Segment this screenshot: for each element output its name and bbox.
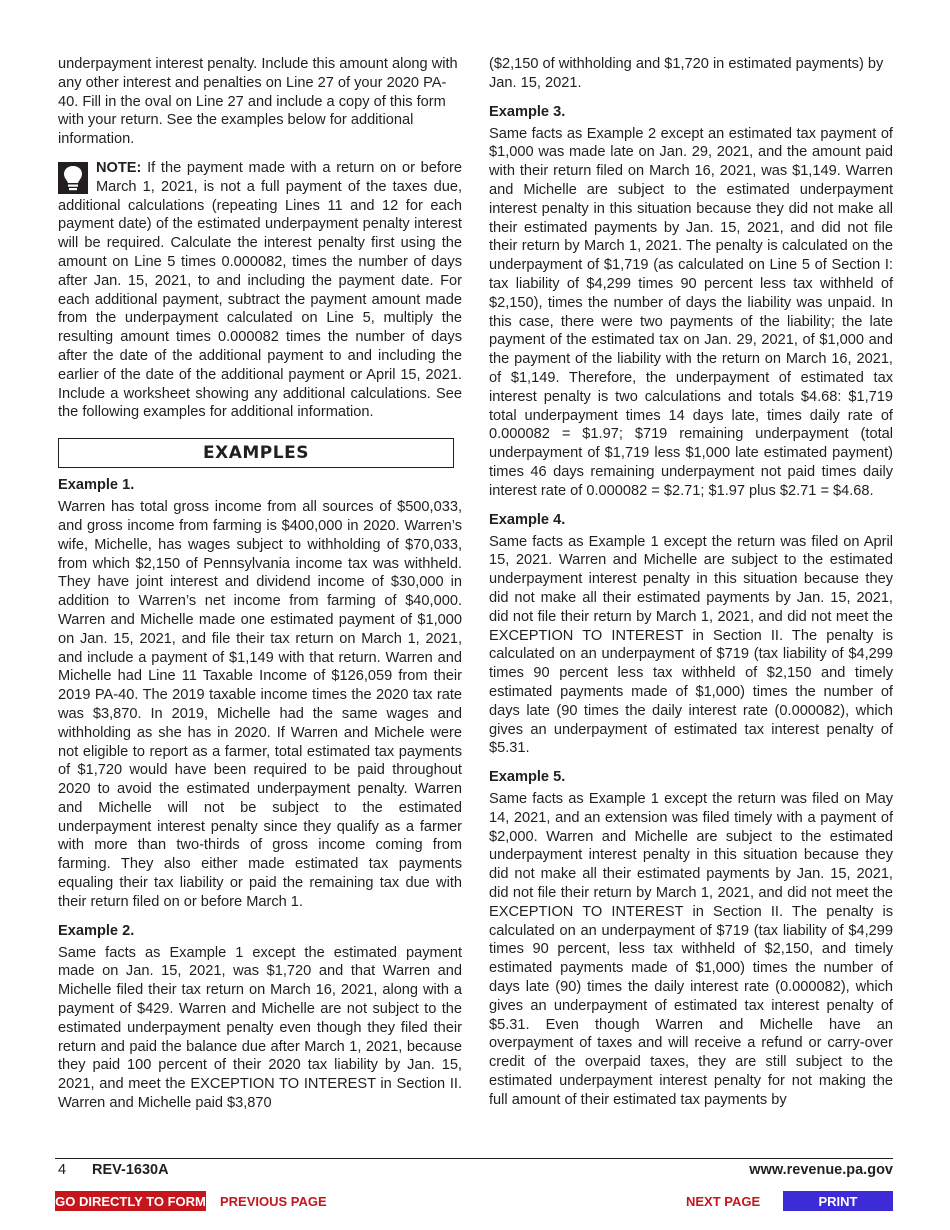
example-3-title: Example 3. xyxy=(489,103,566,120)
page-number: 4 xyxy=(58,1162,67,1178)
examples-heading-box xyxy=(58,438,454,468)
example-5-text: Same facts as Example 1 except the return was filed on May 14, 2021, and an extension was filed timely with a payment of $2,000. Warren and Michelle are subject to the estimated underpayment interest penalty in this situation because they did not make all their estimated payments by Jan. 15, 2021, did not file their return by March 1, 2021, and did not meet the EXCEPTION TO INTEREST in Section II. The penalty is calculated on an underpayment of $719 (tax liability of $4,299 times 90 percent, less tax withheld of $2,150, and timely estimated payments made of $1,000) times the number of days late (90) times the daily interest rate (0.000082), which gives an underpayment of estimated tax interest penalty of $5.31. Even though Warren and Michelle have an overpayment of taxes and will receive a refund or carry-over credit of the overpaid taxes, they are still subject to the estimated underpayment interest penalty for not making the full amount of their estimated tax payments by xyxy=(489,791,893,1108)
note-block xyxy=(58,159,462,422)
lightbulb-icon xyxy=(58,162,88,194)
footer-divider xyxy=(55,1158,893,1159)
previous-page-link[interactable]: PREVIOUS PAGE xyxy=(220,1193,327,1209)
right-column xyxy=(489,55,893,1110)
examples-heading: EXAMPLES xyxy=(203,443,309,464)
example-1-text: Warren has total gross income from all sources of $500,033, and gross income from farming is $400,000 in 2020. Warren’s wife, Michelle, has wages subject to withholding of $70,033, from which $2,150 of Pennsylvania income tax was withheld. They have joint interest and dividend income of $30,000 in addition to Warren’s net income from farming of $40,000. Warren and Michelle made one estimated payment of $1,000 on Jan. 15, 2021, and file their tax return on March 1, 2021, and include a payment of $1,149 with that return. Warren and Michelle had Line 11 Taxable Income of $126,059 from their 2019 PA-40. The 2019 taxable income times the 2020 tax rate was $3,870. In 2019, Michelle had the same wages and withholding as she has in 2020. If Warren and Michele were not eligible to report as a farmer, total estimated tax payments of $1,720 would have been required to be paid throughout 2020 to avoid the estimated underpayment penalty. Warren and Michelle will not be subject to the estimated underpayment interest penalty since they qualify as a farmer with more than two-thirds of gross income coming from farming. They also either made estimated tax payments equaling their tax liability or paid the remaining tax due with their return filed on or before March 1. xyxy=(58,499,462,910)
go-to-form-button[interactable]: GO DIRECTLY TO FORM xyxy=(55,1191,206,1211)
website-link[interactable]: www.revenue.pa.gov xyxy=(749,1162,893,1178)
example-1-title: Example 1. xyxy=(58,477,135,494)
form-id: REV-1630A xyxy=(92,1162,169,1178)
page-footer xyxy=(58,1162,893,1182)
example-5-title: Example 5. xyxy=(489,769,566,786)
note-label: NOTE: xyxy=(96,159,142,176)
example-2-title: Example 2. xyxy=(58,922,135,939)
next-page-link[interactable]: NEXT PAGE xyxy=(686,1193,761,1209)
example-3-text: Same facts as Example 2 except an estimated tax payment of $1,000 was made late on Jan. 29, 2021, and the amount paid with their return filed on March 16, 2021, was $1,149. Warren and Michelle are subject to the estimated underpayment interest penalty in this situation because they did not make all their estimated payments by Jan. 15, 2021, and did not file their return by March 1, 2021. The penalty is calculated on the underpayment of $1,719 (as calculated on Line 5 of Section I: tax liability of $4,299 times 90 percent less tax withheld of $2,150), times the number of days the liability was unpaid. In this case, there were two payments of the liability; the late payment of the estimated tax on Jan. 29, 2021, of $1,000 and the payment of the liability with the return on March 16, 2021, of $1,149. Therefore, the underpayment of estimated tax interest penalty is two calculations and totals $4.68: $1,719 total underpayment times 14 days late, times daily rate of 0.000082 = $1.97; $719 remaining underpayment (total underpayment of $1,719 less $1,000 late estimated payment) times 46 days remaining underpayment not paid times daily interest rate of 0.000082 = $2.71; $1.97 plus $2.71 = $4.68. xyxy=(489,125,893,499)
example-2-text: Same facts as Example 1 except the estimated payment made on Jan. 15, 2021, was $1,720 and that Warren and Michelle filed their tax return on March 16, 2021, along with a payment of $429. Warren and Michelle are not subject to the estimated underpayment penalty even though they filed their return and paid the balance due after March 1, 2021, because they paid 100 percent of their 2020 tax liability by Jan. 15, 2021, and meet the EXCEPTION TO INTEREST in Section II. Warren and Michelle paid $3,870 xyxy=(58,944,462,1112)
example-4-title: Example 4. xyxy=(489,511,566,528)
print-button[interactable]: PRINT xyxy=(783,1191,893,1211)
left-column xyxy=(58,55,462,1113)
example-4-text: Same facts as Example 1 except the return was filed on April 15, 2021. Warren and Michelle are subject to the estimated underpayment interest penalty in this situation because they did not make all their estimated payments by Jan. 15, 2021, did not file their return by March 1, 2021, and did not meet the EXCEPTION TO INTEREST in Section II. The penalty is calculated on an underpayment of $719 (tax liability of $4,299 times 90 percent less tax withheld of $2,150 and timely estimated payments made of $1,000) times the number of days late (90 times the daily interest rate (0.000082), which gives an underpayment of estimated tax interest penalty of $5.31. xyxy=(489,533,893,757)
intro-paragraph: underpayment interest penalty. Include this amount along with any other interest and penalties on Line 27 of your 2020 PA-40. Fill in the oval on Line 27 and include a copy of this form with your return. See the examples below for additional information. xyxy=(58,56,458,148)
continued-paragraph: ($2,150 of withholding and $1,720 in estimated payments) by Jan. 15, 2021. xyxy=(489,56,884,91)
note-text: If the payment made with a return on or before March 1, 2021, is not a full payment of the taxes due, additional calculations (repeating Lines 11 and 12 for each payment date) of the estimated underpayment penalty interest will be required. Calculate the interest penalty first using the amount on Line 5 times 0.000082, times the number of days after Jan. 15, 2021, to and including the payment date. For each additional payment, subtract the payment amount made from the underpayment calculated on Line 5, multiply the resulting amount times 0.000082 times the number of days after the date of the additional payment to and including the earlier of the date of the additional payment or April 15, 2021. Include a worksheet showing any additional calculations. See the following examples for additional information. xyxy=(58,159,462,421)
